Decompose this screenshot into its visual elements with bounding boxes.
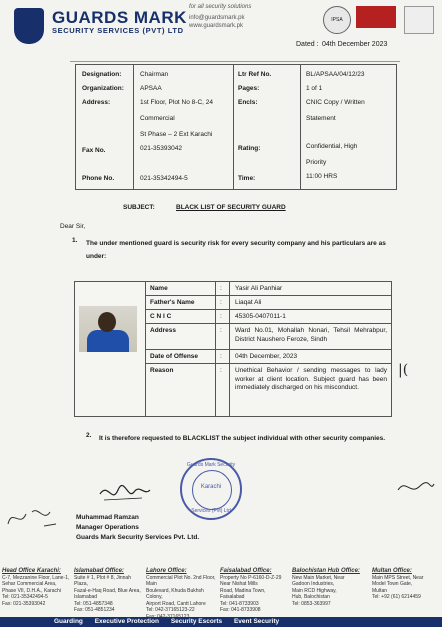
office-line: Fax: 041-8733908 xyxy=(220,607,261,613)
service-item: Security Escorts xyxy=(170,618,223,625)
encls-value-2: Statement xyxy=(306,115,336,122)
rating-label: Rating: xyxy=(238,145,261,152)
office-title: Head Office Karachi: xyxy=(2,568,61,574)
office-line: Property No P-6160-D-Z-29 xyxy=(220,574,282,581)
company-logo xyxy=(14,8,44,44)
separator: : xyxy=(220,299,222,306)
photo-head xyxy=(98,312,116,332)
details-row-line xyxy=(145,295,391,296)
office-line: Multan xyxy=(372,587,388,594)
contact-email: info@guardsmark.pk xyxy=(189,15,245,21)
handwritten-scribble xyxy=(396,476,436,498)
certification-badge-red xyxy=(356,6,396,28)
father-name-value: Liaqat Ali xyxy=(235,299,262,306)
paragraph-1-text: The under mentioned guard is security risk for every security company and his particulars are as under: xyxy=(86,240,386,260)
info-table xyxy=(75,64,397,190)
encls-label: Encls: xyxy=(238,99,258,106)
phone-value: 021-35342494-5 xyxy=(140,175,188,182)
salutation: Dear Sir, xyxy=(60,223,86,230)
subject-label: SUBJECT: xyxy=(123,204,155,211)
office-line: Tel: 042-37165123-22 xyxy=(146,607,195,613)
service-item: Executive Protection xyxy=(94,618,160,625)
separator: : xyxy=(220,327,222,334)
office-line: Boulevard, Khuda Bukhsh Colony, xyxy=(146,587,204,600)
info-table-divider xyxy=(300,65,301,189)
guard-address-label: Address xyxy=(150,327,177,334)
organization-label: Organization: xyxy=(82,85,124,92)
office-line: Road, Madina Town, Faisalabad xyxy=(220,587,266,600)
subject-text: BLACK LIST OF SECURITY GUARD xyxy=(176,204,286,211)
office-line: Main RCD Highway, xyxy=(292,587,337,594)
info-table-divider xyxy=(233,65,234,189)
office-line: Tel: 021-35342494-5 xyxy=(2,594,48,600)
pages-label: Pages: xyxy=(238,85,260,92)
tagline: for all security solutions xyxy=(189,4,252,10)
signatory-name: Muhammad Ramzan xyxy=(76,514,139,521)
office-title: Multan Office: xyxy=(372,568,412,574)
office-title: Balochistan Hub Office: xyxy=(292,568,360,574)
guard-name-label: Name xyxy=(150,285,168,292)
paragraph-2-text: It is therefore requested to BLACKLIST the subject individual with other security companies. xyxy=(99,435,386,442)
office-line: Airport Road, Cantt Lahore xyxy=(146,600,206,607)
stamp-inner-ring xyxy=(192,470,232,510)
info-table-divider xyxy=(133,65,134,189)
offence-date-label: Date of Offense xyxy=(150,353,199,360)
signatory-company: Guards Mark Security Services Pvt. Ltd. xyxy=(76,534,200,541)
separator: : xyxy=(220,285,222,292)
address-line-3: St Phase – 2 Ext Karachi xyxy=(140,131,213,138)
footer-offices xyxy=(0,568,442,616)
fax-label: Fax No. xyxy=(82,147,106,154)
pages-value: 1 of 1 xyxy=(306,85,323,92)
office-balochistan xyxy=(292,568,368,607)
office-title: Faisalabad Office: xyxy=(220,568,272,574)
guard-name-value: Yasir Ali Panhiar xyxy=(235,285,283,292)
header-divider xyxy=(70,61,400,62)
designation-label: Designation: xyxy=(82,71,122,78)
office-line: Suite # 1, Plot # 8, Jinnah Plaza, xyxy=(74,574,131,587)
office-faisalabad xyxy=(220,568,290,614)
separator: : xyxy=(220,313,222,320)
dated-value: 04th December 2023 xyxy=(322,41,388,48)
offence-date-value: 04th December, 2023 xyxy=(235,353,298,360)
paragraph-2-number: 2. xyxy=(86,432,92,439)
office-line: Sehar Commercial Area, xyxy=(2,581,57,587)
handwritten-mark: |( xyxy=(398,362,409,378)
brand-subtitle: SECURITY SERVICES (PVT) LTD xyxy=(52,26,184,35)
designation-value: Chairman xyxy=(140,71,169,78)
company-stamp xyxy=(180,458,242,520)
office-title: Lahore Office: xyxy=(146,568,187,574)
ref-value: BL/APSAA/04/12/23 xyxy=(306,71,365,78)
fax-value: 021-35393042 xyxy=(140,145,182,152)
reason-value: Unethical Behavior / sending messages to lady worker at client location. Subject guard has been immediately discharged on his misconduct. xyxy=(235,367,387,391)
photo-uniform xyxy=(87,330,129,352)
office-title: Islamabad Office: xyxy=(74,568,124,574)
office-line: Gadoon Industries, xyxy=(292,581,335,587)
office-line: Tel: 041-8733903 xyxy=(220,600,259,607)
office-line: Fazal-e-Haq Road, Blue Area, xyxy=(74,587,141,594)
details-row-line xyxy=(145,323,391,324)
phone-label: Phone No. xyxy=(82,175,115,182)
office-line: Tel: +92 (61) 6214459 xyxy=(372,594,421,600)
office-karachi xyxy=(2,568,72,607)
certification-badge xyxy=(404,6,434,34)
details-row-line xyxy=(145,309,391,310)
organization-value: APSAA xyxy=(140,85,162,92)
ref-label: Ltr Ref No. xyxy=(238,71,272,78)
signatory-title: Manager Operations xyxy=(76,524,139,531)
stamp-text-center: Karachi xyxy=(200,484,222,490)
address-line-1: 1st Floor, Plot No 8-C, 24 xyxy=(140,99,213,106)
stamp-text-bottom: Services (Pvt) Ltd xyxy=(191,508,231,514)
office-multan xyxy=(372,568,440,601)
separator: : xyxy=(220,367,222,374)
office-line: Near Nishat Mills xyxy=(220,581,258,587)
office-line: Main MPS Street, Near xyxy=(372,574,424,581)
office-line: Model Town Gate, xyxy=(372,581,413,587)
service-item: Event Security xyxy=(233,618,280,625)
address-line-2: Commercial xyxy=(140,115,175,122)
office-line: C-7, Mezzanine Floor, Lane-1, xyxy=(2,574,70,581)
details-row-line xyxy=(145,349,391,350)
signature xyxy=(98,478,152,508)
office-line: Tel: 0853-363997 xyxy=(292,600,331,607)
paragraph-1-number: 1. xyxy=(72,237,78,244)
office-line: Fax: 051-4851234 xyxy=(74,607,115,613)
contact-info xyxy=(189,14,244,30)
service-item: Guarding xyxy=(54,618,83,625)
stamp-text-top: Guards Mark Security xyxy=(186,462,236,468)
reason-label: Reason xyxy=(150,367,174,374)
cnic-value: 45305-0407011-1 xyxy=(235,313,286,320)
details-row-line xyxy=(145,363,391,364)
guard-photo xyxy=(79,306,137,352)
office-line: Tel: 051-4857348 xyxy=(74,600,113,607)
office-line: Fax: 021-35393042 xyxy=(2,600,46,607)
time-label: Time: xyxy=(238,175,256,182)
time-value: 11:00 HRS xyxy=(306,173,338,180)
address-label: Address: xyxy=(82,99,111,106)
office-line: Hub, Balochistan xyxy=(292,594,330,600)
office-line: New Main Market, Near xyxy=(292,574,345,581)
office-line: Commercial Plot No. 2nd Floor, Main xyxy=(146,574,216,587)
encls-value-1: CNIC Copy / Written xyxy=(306,99,365,106)
footer-services-bar xyxy=(0,617,442,627)
contact-website: www.guardsmark.pk xyxy=(189,23,244,29)
ipsa-badge: IPSA xyxy=(323,6,351,34)
guard-address-value: Ward No.01, Mohallah Nonari, Tehsil Mehrabpur, District Naushero Feroze, Sindh xyxy=(235,327,387,343)
cnic-label: C N I C xyxy=(150,313,172,320)
separator: : xyxy=(220,353,222,360)
office-lahore xyxy=(146,568,218,620)
rating-value-1: Confidential, High xyxy=(306,143,358,150)
dated-label: Dated : xyxy=(296,41,319,48)
office-line: Phase VII, D.H.A., Karachi xyxy=(2,587,61,594)
rating-value-2: Priority xyxy=(306,159,327,166)
initials-scribble xyxy=(4,504,60,534)
brand-title: GUARDS MARK xyxy=(52,8,187,27)
office-line: Islamabad xyxy=(74,594,98,600)
father-name-label: Father's Name xyxy=(150,299,195,306)
office-islamabad xyxy=(74,568,144,614)
